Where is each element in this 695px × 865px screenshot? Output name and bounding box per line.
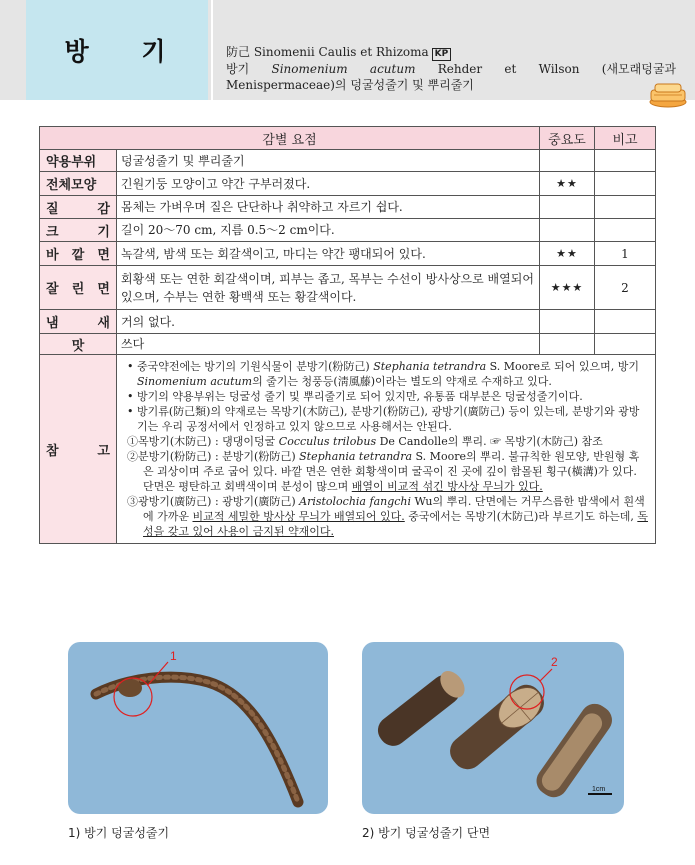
note-species: Sinomenium acutum [137,375,253,388]
note-species: Stephania tetrandra [373,360,487,373]
header-divider [211,0,213,100]
origin-author: Rehder et Wilson (새모래덩굴과 [415,62,677,76]
reference-notes [117,355,656,544]
note-text: Wu의 뿌리. 단면에는 거무스름한 밤색에서 흰색에 가까운 [143,495,645,523]
table-row [40,334,656,355]
row-description: 회황색 또는 연한 회갈색이며, 피부는 좁고, 목부는 수선이 방사상으로 배열되어 있으며, 수부는 연한 황백색 또는 황갈색이다. [117,266,540,310]
row-label: 크 기 [40,219,117,242]
row-description: 길이 20～70 cm, 지름 0.5～2 cm이다. [117,219,540,242]
photo-cross-section [362,642,624,814]
drug-name: 防己 Sinomenii Caulis et Rhizoma [226,45,429,59]
table-row [40,172,656,196]
row-label: 바 깥 면 [40,242,117,266]
note-text: ③광방기(廣防己) : 광방기(廣防己) [127,495,300,508]
note-text: ②분방기(粉防己) : 분방기(粉防己) [127,450,300,463]
table-row [40,150,656,172]
note-species: Cocculus trilobus [278,435,377,448]
row-importance [540,150,595,172]
row-importance [540,334,595,355]
table-row [40,196,656,219]
row-label: 잘 린 면 [40,266,117,310]
note-text: 방기류(防己類)의 약재로는 목방기(木防己), 분방기(粉防己), 광방기(廣防己) 등이 있는데, 분방기와 광방기는 우리 공정서에서 인정하고 있지 않으므로 사용해서는 안된다. [137,405,640,433]
origin-species: Sinomenium acutum [271,62,416,76]
note-underlined: 비교적 세밀한 방사상 무늬가 배열되어 있다. [192,510,405,523]
note-text: De Candolle의 뿌리. ☞ 목방기(木防己) 참조 [376,435,603,448]
note-text: ①목방기(木防己) : 댕댕이덩굴 [127,435,279,448]
page-title: 방 기 [64,37,188,66]
origin-line [226,61,676,77]
row-importance: ★★ [540,242,595,266]
row-description: 쓰다 [117,334,540,355]
table-header-row [40,127,656,150]
note-sub-1 [123,434,649,449]
row-importance: ★★★ [540,266,595,310]
header-description [226,44,676,93]
book-stack-icon [648,80,688,108]
photo-stem [68,642,328,814]
origin-line-2: Menispermaceae)의 덩굴성줄기 및 뿌리줄기 [226,78,474,92]
row-remark [595,310,656,334]
row-remark [595,196,656,219]
scientific-name-line [226,44,676,61]
photo-marker-2: 2 [551,655,558,669]
origin-prefix: 방기 [226,62,272,76]
table-row [40,242,656,266]
note-bullet-2: • 방기의 약용부위는 덩굴성 줄기 및 뿌리줄기로 되어 있지만, 유통품 대부분은 덩굴성줄기이다. [127,390,583,403]
col-header-remark: 비고 [595,127,656,150]
cross-section-illustration [362,642,624,814]
table-row [40,266,656,310]
row-description: 덩굴성줄기 및 뿌리줄기 [117,150,540,172]
row-label: 냄 새 [40,310,117,334]
row-label: 약용부위 [40,150,117,172]
row-importance [540,196,595,219]
row-remark [595,150,656,172]
stem-illustration [68,642,328,814]
note-species: Stephania tetrandra [299,450,413,463]
row-importance [540,219,595,242]
reference-row [40,355,656,544]
note-underlined: 독성을 갖고 있어 사용이 금지된 약재이다. [143,510,648,538]
note-species: Aristolochia fangchi [299,495,412,508]
row-label: 전체모양 [40,172,117,196]
row-description: 거의 없다. [117,310,540,334]
table-row [40,219,656,242]
row-label: 질 감 [40,196,117,219]
reference-label: 참 고 [40,355,117,544]
photo-caption-2: 2) 방기 덩굴성줄기 단면 [362,826,491,840]
note-text: S. Moore의 뿌리. 불규칙한 원모양, 반원형 혹은 괴상이며 주로 굽어 있다. 바깥 면은 연한 회황색이며 굴곡이 진 곳에 깊이 함몰된 횡구(橫溝)가 있다. 단면은 평탄하고 회백색이며 분성이 많으며 [143,450,640,493]
table-row [40,310,656,334]
note-text: S. Moore로 되어 있으며, 방기 [486,360,640,373]
note-sub-2 [123,449,649,494]
row-description: 몸체는 가벼우며 질은 단단하나 취약하고 자르기 쉽다. [117,196,540,219]
row-remark [595,172,656,196]
note-bullet-1: • 중국약전에는 방기의 기원식물이 분방기(粉防己) Stephania tetrandra S. Moore로 되어 있으며, 방기 Sinomenium acutum의 줄기는 청풍등(淸風藤)이라는 별도의 약재로 수재하고 있다. [127,360,640,388]
kp-badge: KP [432,48,452,61]
note-underlined: 배열이 비교적 섞긴 방사상 무늬가 있다. [351,480,543,493]
photo-caption-1: 1) 방기 덩굴성줄기 [68,826,170,840]
row-importance: ★★ [540,172,595,196]
identification-table [39,126,656,544]
note-text: 의 줄기는 청풍등(淸風藤)이라는 별도의 약재로 수재하고 있다. [252,375,552,388]
col-header-key-points: 감별 요점 [40,127,540,150]
note-sub-3 [123,494,649,539]
photo-marker-1: 1 [170,649,177,663]
note-text: 중국약전에는 방기의 기원식물이 분방기(粉防己) [137,360,374,373]
row-label: 맛 [40,334,117,355]
note-text: 중국에서는 목방기(木防己)라 부르기도 하는데, [404,510,638,523]
col-header-importance: 중요도 [540,127,595,150]
row-remark [595,334,656,355]
row-description: 녹갈색, 밤색 또는 회갈색이고, 마디는 약간 팽대되어 있다. [117,242,540,266]
row-remark [595,219,656,242]
note-bullet-3: • 방기류(防己類)의 약재로는 목방기(木防己), 분방기(粉防己), 광방기(廣防己) 등이 있는데, 분방기와 광방기는 우리 공정서에서 인정하고 있지 않으므로 사용해서는 안된다. [127,405,640,433]
row-description: 긴원기둥 모양이고 약간 구부러졌다. [117,172,540,196]
row-importance [540,310,595,334]
row-remark: 1 [595,242,656,266]
row-remark: 2 [595,266,656,310]
note-text: 방기의 약용부위는 덩굴성 줄기 및 뿌리줄기로 되어 있지만, 유통품 대부분은 덩굴성줄기이다. [137,390,583,403]
scale-label: 1cm [592,786,606,793]
